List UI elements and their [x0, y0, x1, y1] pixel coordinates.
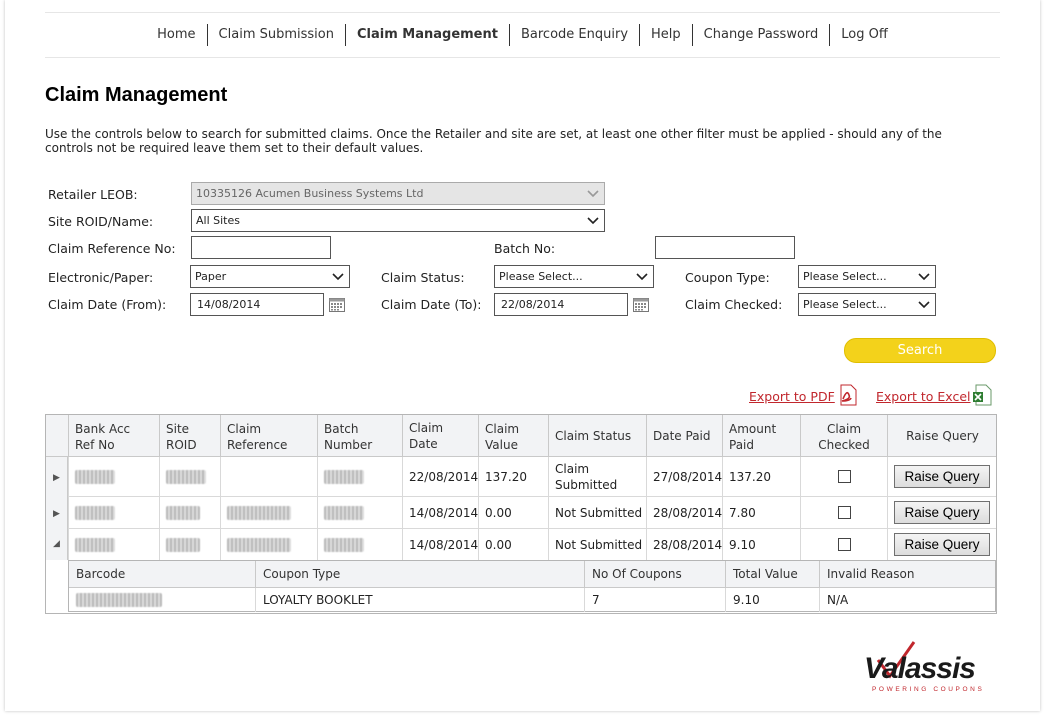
cell-claim-date: 22/08/2014 [402, 457, 478, 496]
col-coupon-type[interactable]: Coupon Type [255, 561, 584, 588]
redacted-value [166, 506, 200, 520]
coupon-detail-grid [68, 560, 996, 612]
redacted-value [324, 506, 364, 520]
cell-raise-query [887, 497, 997, 528]
redacted-value [75, 538, 115, 552]
cell-raise-query [887, 457, 997, 496]
redacted-value [75, 506, 115, 520]
site-select-value: All Sites [196, 214, 240, 227]
col-amount-paid[interactable]: Amount Paid [722, 415, 800, 457]
electronic-paper-select[interactable] [190, 265, 350, 288]
cell-site-roid [159, 529, 220, 560]
cell-no-of-coupons: 7 [584, 588, 725, 612]
cell-claim-checked [800, 457, 887, 496]
table-row[interactable] [68, 497, 996, 529]
cell-claim-reference [220, 457, 317, 496]
export-excel-link[interactable]: Export to Excel [876, 389, 971, 404]
page-title: Claim Management [45, 84, 228, 106]
cell-claim-date: 14/08/2014 [402, 529, 478, 560]
batch-input[interactable] [655, 236, 795, 259]
nav-help[interactable]: Help [639, 24, 692, 46]
col-claim-value[interactable]: Claim Value [478, 415, 548, 457]
cell-claim-checked [800, 497, 887, 528]
nav-barcode-enquiry[interactable]: Barcode Enquiry [509, 24, 639, 46]
coupon-type-label: Coupon Type: [685, 270, 770, 285]
cell-site-roid [159, 497, 220, 528]
claim-status-value: Please Select... [499, 270, 583, 283]
col-bank-acc-ref[interactable]: Bank Acc Ref No [68, 415, 159, 457]
site-select[interactable] [191, 209, 605, 232]
claim-status-select[interactable] [494, 265, 654, 288]
cell-barcode [69, 588, 255, 612]
cell-claim-reference [220, 497, 317, 528]
cell-bank-acc-ref [68, 529, 159, 560]
top-nav [45, 12, 1000, 58]
collapse-row-icon[interactable]: ◢ [53, 539, 60, 549]
redacted-value [324, 538, 364, 552]
search-button[interactable]: Search [844, 338, 996, 363]
nav-change-password[interactable]: Change Password [692, 24, 830, 46]
valassis-logo [862, 640, 1002, 696]
table-row[interactable] [68, 529, 996, 560]
col-claim-status[interactable]: Claim Status [548, 415, 646, 457]
cell-coupon-type: LOYALTY BOOKLET [255, 588, 584, 612]
raise-query-button[interactable]: Raise Query [894, 465, 990, 488]
cell-claim-checked [800, 529, 887, 560]
cell-claim-value: 0.00 [478, 497, 548, 528]
cell-batch-number [317, 457, 402, 496]
col-invalid-reason[interactable]: Invalid Reason [819, 561, 995, 588]
redacted-value [76, 593, 162, 607]
cell-claim-date: 14/08/2014 [402, 497, 478, 528]
cell-amount-paid: 137.20 [722, 457, 800, 496]
cell-claim-value: 0.00 [478, 529, 548, 560]
redacted-value [166, 538, 200, 552]
chevron-down-icon [635, 266, 649, 287]
date-from-input[interactable]: 14/08/2014 [190, 293, 324, 316]
col-no-of-coupons[interactable]: No Of Coupons [584, 561, 725, 588]
cell-bank-acc-ref [68, 497, 159, 528]
pdf-icon[interactable] [838, 384, 858, 406]
chevron-down-icon [586, 210, 600, 231]
expand-row-icon[interactable]: ▶ [53, 473, 60, 483]
col-claim-checked[interactable]: Claim Checked [800, 415, 887, 457]
claim-checked-label: Claim Checked: [685, 297, 783, 312]
chevron-down-icon [917, 266, 931, 287]
cell-batch-number [317, 529, 402, 560]
expand-row-icon[interactable]: ▶ [53, 509, 60, 519]
cell-claim-status: Not Submitted [548, 529, 646, 560]
cell-amount-paid: 7.80 [722, 497, 800, 528]
claim-checked-select[interactable] [798, 293, 936, 316]
coupon-type-value: Please Select... [803, 270, 887, 283]
claim-ref-input[interactable] [191, 236, 331, 259]
cell-invalid-reason: N/A [819, 588, 995, 612]
detail-header [69, 561, 995, 588]
col-claim-reference[interactable]: Claim Reference [220, 415, 317, 457]
electronic-paper-label: Electronic/Paper: [48, 270, 154, 285]
export-pdf-link[interactable]: Export to PDF [749, 389, 835, 404]
batch-label: Batch No: [494, 241, 556, 256]
chevron-down-icon [917, 294, 931, 315]
claim-ref-label: Claim Reference No: [48, 241, 176, 256]
cell-raise-query [887, 529, 997, 560]
cell-date-paid: 28/08/2014 [646, 497, 722, 528]
date-to-label: Claim Date (To): [381, 297, 482, 312]
claim-status-label: Claim Status: [381, 270, 465, 285]
redacted-value [227, 538, 291, 552]
cell-claim-reference [220, 529, 317, 560]
date-to-input[interactable]: 22/08/2014 [494, 293, 628, 316]
calendar-icon[interactable] [633, 298, 649, 312]
cell-date-paid: 28/08/2014 [646, 529, 722, 560]
chevron-down-icon [586, 183, 600, 204]
site-label: Site ROID/Name: [48, 214, 154, 229]
raise-query-button[interactable]: Raise Query [894, 533, 990, 556]
claim-checked-checkbox[interactable] [838, 538, 851, 551]
redacted-value [324, 470, 364, 484]
logo-wordmark: Valassis [864, 652, 975, 685]
cell-date-paid: 27/08/2014 [646, 457, 722, 496]
cell-amount-paid: 9.10 [722, 529, 800, 560]
claim-checked-value: Please Select... [803, 298, 887, 311]
intro-text: Use the controls below to search for submitted claims. Once the Retailer and site are set, at least one other filter must be applied - should any of the controls not be required leave them set to their default values. [45, 127, 942, 155]
grid-header [46, 415, 996, 457]
retailer-label: Retailer LEOB: [48, 187, 138, 202]
table-row[interactable] [68, 457, 996, 497]
chevron-down-icon [331, 266, 345, 287]
raise-query-button[interactable]: Raise Query [894, 501, 990, 524]
redacted-value [227, 506, 291, 520]
coupon-type-select[interactable] [798, 265, 936, 288]
claims-grid [45, 414, 997, 614]
nav-list [45, 24, 1000, 46]
redacted-value [166, 470, 206, 484]
excel-icon[interactable] [972, 384, 992, 406]
col-batch-number[interactable]: Batch Number [317, 415, 402, 457]
col-total-value[interactable]: Total Value [725, 561, 819, 588]
claim-checked-checkbox[interactable] [838, 470, 851, 483]
redacted-value [75, 470, 115, 484]
cell-claim-status: Claim Submitted [548, 457, 646, 496]
cell-batch-number [317, 497, 402, 528]
cell-site-roid [159, 457, 220, 496]
col-barcode[interactable]: Barcode [76, 567, 126, 581]
logo-tagline: POWERING COUPONS [872, 686, 985, 693]
col-raise-query: Raise Query [887, 415, 997, 457]
nav-log-off[interactable]: Log Off [829, 24, 899, 46]
calendar-icon[interactable] [329, 298, 345, 312]
col-site-roid[interactable]: Site ROID [159, 415, 220, 457]
claim-checked-checkbox[interactable] [838, 506, 851, 519]
cell-bank-acc-ref [68, 457, 159, 496]
date-from-label: Claim Date (From): [48, 297, 167, 312]
col-claim-date[interactable]: Claim Date [402, 415, 478, 457]
electronic-paper-value: Paper [195, 270, 227, 283]
detail-row [69, 588, 995, 612]
nav-home[interactable]: Home [157, 27, 196, 42]
col-date-paid[interactable]: Date Paid [646, 415, 722, 457]
cell-claim-status: Not Submitted [548, 497, 646, 528]
nav-claim-submission[interactable]: Claim Submission [207, 24, 345, 46]
retailer-select-value: 10335126 Acumen Business Systems Ltd [196, 187, 424, 200]
retailer-select[interactable] [191, 182, 605, 205]
cell-total-value: 9.10 [725, 588, 819, 612]
cell-claim-value: 137.20 [478, 457, 548, 496]
nav-claim-management[interactable]: Claim Management [345, 24, 509, 46]
